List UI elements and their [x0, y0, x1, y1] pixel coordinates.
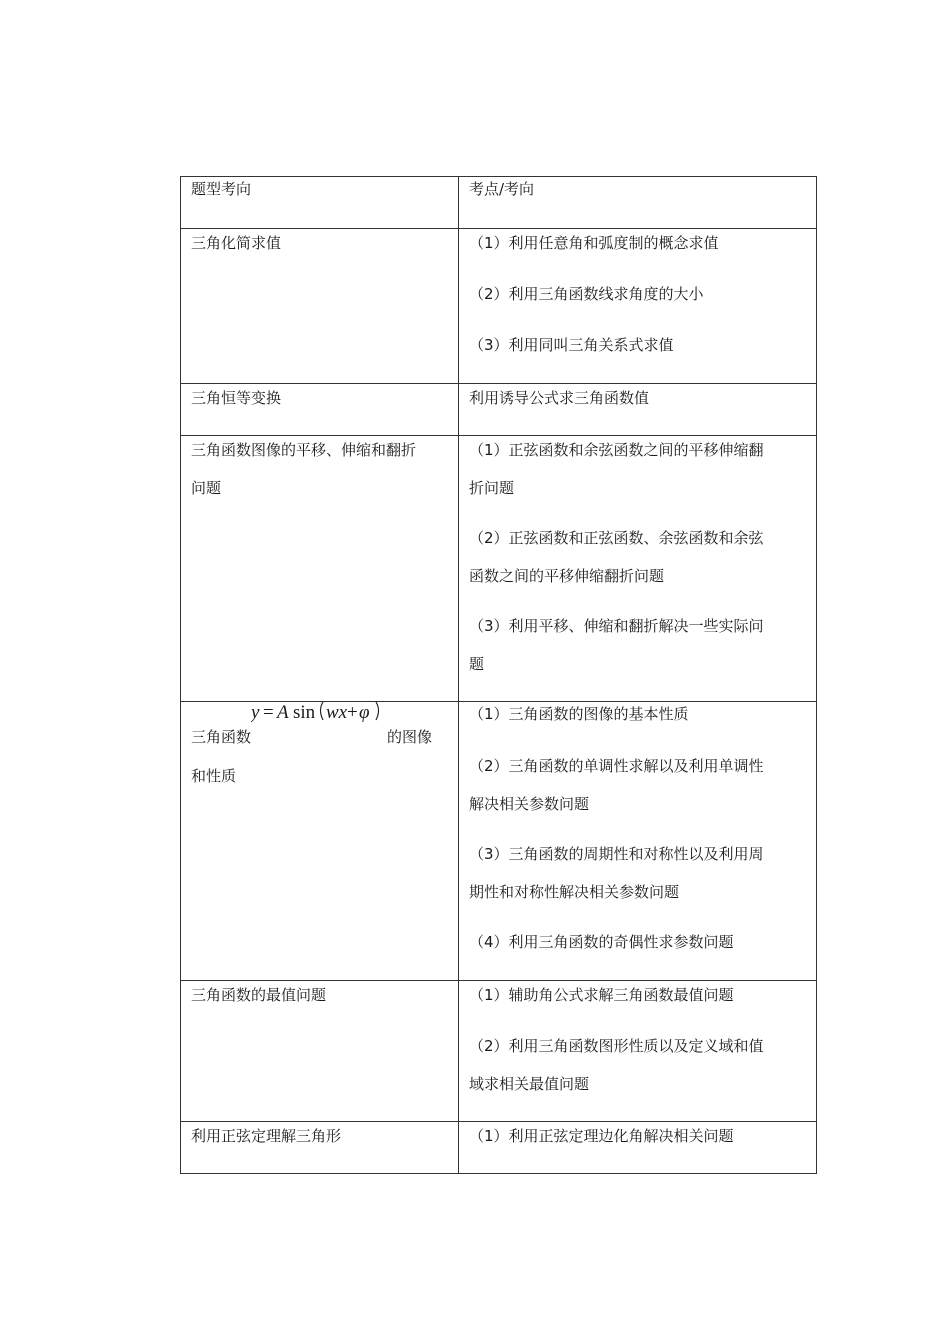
points-cell [459, 1122, 817, 1174]
topic-cell [181, 229, 459, 384]
topic-text: 三角化简求值 [191, 234, 282, 252]
point-text: 域求相关最值问题 [469, 1075, 590, 1093]
topic-text: 和性质 [191, 767, 237, 785]
point-text: （4）利用三角函数的奇偶性求参数问题 [469, 933, 734, 951]
syllabus-table [180, 176, 817, 1174]
table-header-row [181, 177, 817, 229]
point-text: 解决相关参数问题 [469, 795, 590, 813]
table-row [181, 436, 817, 702]
point-text: （2）三角函数的单调性求解以及利用单调性 [469, 757, 764, 775]
table-row [181, 384, 817, 436]
header-cell-topic-type [181, 177, 459, 229]
topic-text: 三角函数的最值问题 [191, 986, 327, 1004]
formula-wx: wx [326, 702, 348, 723]
point-text: 函数之间的平移伸缩翻折问题 [469, 567, 665, 585]
header-label: 题型考向 [191, 180, 252, 198]
formula-a: A [277, 702, 289, 723]
formula-paren-right [376, 702, 379, 720]
formula-y: y [251, 702, 260, 723]
formula-sin: sin [293, 702, 316, 723]
point-text: 期性和对称性解决相关参数问题 [469, 883, 680, 901]
points-cell [459, 702, 817, 981]
formula-paren-left [321, 702, 324, 720]
topic-text: 问题 [191, 479, 222, 497]
table-row [181, 981, 817, 1122]
topic-cell [181, 702, 459, 981]
header-label: 考点/考向 [469, 180, 535, 198]
formula-phi: φ [359, 702, 370, 723]
point-text: （1）正弦函数和余弦函数之间的平移伸缩翻 [469, 441, 764, 459]
point-text: （2）利用三角函数图形性质以及定义域和值 [469, 1037, 764, 1055]
table-row [181, 702, 817, 981]
point-text: （3）利用同叫三角关系式求值 [469, 336, 674, 354]
topic-prefix: 三角函数 [191, 728, 252, 746]
formula-plus: + [347, 702, 358, 723]
point-text: （3）利用平移、伸缩和翻折解决一些实际问 [469, 617, 764, 635]
point-text: 题 [469, 655, 485, 673]
point-text: （3）三角函数的周期性和对称性以及利用周 [469, 845, 764, 863]
point-text: （2）利用三角函数线求角度的大小 [469, 285, 704, 303]
points-cell [459, 981, 817, 1122]
topic-text [191, 702, 450, 766]
topic-cell [181, 436, 459, 702]
formula-image [251, 702, 387, 742]
topic-cell [181, 1122, 459, 1174]
point-text: （1）利用正弦定理边化角解决相关问题 [469, 1127, 734, 1145]
header-cell-points [459, 177, 817, 229]
topic-text: 三角恒等变换 [191, 389, 282, 407]
topic-cell [181, 981, 459, 1122]
point-text: （1）三角函数的图像的基本性质 [469, 705, 689, 723]
point-text: 折问题 [469, 479, 515, 497]
points-cell [459, 384, 817, 436]
point-text: （1）辅助角公式求解三角函数最值问题 [469, 986, 734, 1004]
topic-cell [181, 384, 459, 436]
topic-suffix: 的图像 [387, 728, 433, 746]
point-text: 利用诱导公式求三角函数值 [469, 389, 650, 407]
point-text: （1）利用任意角和弧度制的概念求值 [469, 234, 719, 252]
formula-equals: = [263, 702, 274, 723]
formula-graphic [251, 696, 391, 726]
topic-text: 利用正弦定理解三角形 [191, 1127, 342, 1145]
table-row [181, 1122, 817, 1174]
point-text: （2）正弦函数和正弦函数、余弦函数和余弦 [469, 529, 764, 547]
table-row [181, 229, 817, 384]
points-cell [459, 436, 817, 702]
topic-text: 三角函数图像的平移、伸缩和翻折 [191, 441, 417, 459]
points-cell [459, 229, 817, 384]
